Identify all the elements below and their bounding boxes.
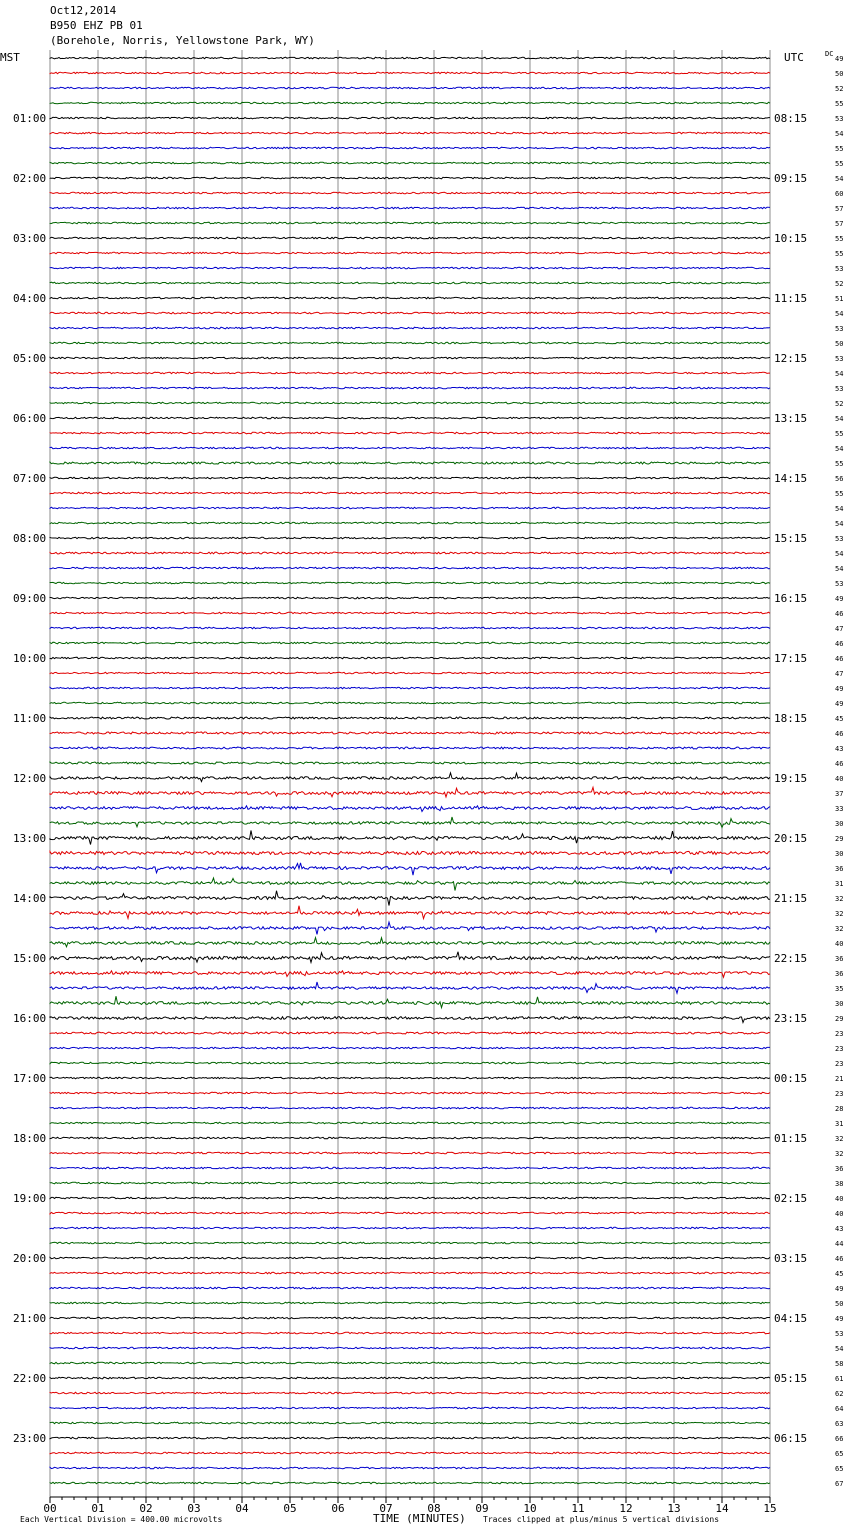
trace-94 [50, 1467, 770, 1469]
dc-offset: 40 [835, 1195, 844, 1203]
trace-92 [50, 1437, 770, 1439]
trace-13 [50, 252, 770, 254]
dc-offset: 23 [835, 1030, 844, 1038]
trace-9 [50, 192, 770, 194]
trace-93 [50, 1452, 770, 1454]
dc-offset: 55 [835, 160, 844, 168]
trace-39 [50, 642, 770, 644]
dc-offset: 40 [835, 775, 844, 783]
dc-offset: 50 [835, 70, 844, 78]
trace-12 [50, 237, 770, 239]
trace-90 [50, 1407, 770, 1409]
x-tick-label: 01 [91, 1502, 105, 1515]
trace-40 [50, 657, 770, 659]
dc-offset: 53 [835, 580, 844, 588]
dc-offset: 52 [835, 400, 844, 408]
utc-hour-label: 09:15 [774, 172, 808, 185]
trace-64 [50, 1017, 770, 1023]
dc-offset: 49 [835, 1285, 844, 1293]
dc-offset: 49 [835, 685, 844, 693]
mst-hour-label: 08:00 [13, 532, 47, 545]
trace-63 [50, 996, 770, 1007]
mst-hour-label: 18:00 [13, 1132, 47, 1145]
mst-hour-label: 22:00 [13, 1372, 47, 1385]
clip-note: Traces clipped at plus/minus 5 vertical divisions [483, 1515, 720, 1524]
x-tick-label: 10 [523, 1502, 537, 1515]
trace-23 [50, 402, 770, 404]
trace-3 [50, 102, 770, 104]
dc-offset: 55 [835, 145, 844, 153]
trace-42 [50, 687, 770, 689]
dc-offset: 60 [835, 190, 844, 198]
dc-offset: 61 [835, 1375, 844, 1383]
dc-offset: 53 [835, 385, 844, 393]
dc-offset: 62 [835, 1390, 844, 1398]
utc-hour-label: 02:15 [774, 1192, 808, 1205]
x-tick-label: 11 [571, 1502, 585, 1515]
dc-offset: 29 [835, 1015, 844, 1023]
trace-91 [50, 1422, 770, 1424]
trace-73 [50, 1152, 770, 1154]
trace-22 [50, 387, 770, 389]
dc-offset: 45 [835, 715, 844, 723]
dc-offset: 51 [835, 295, 844, 303]
trace-34 [50, 567, 770, 569]
mst-hour-label: 21:00 [13, 1312, 47, 1325]
x-tick-label: 08 [427, 1502, 441, 1515]
trace-70 [50, 1107, 770, 1109]
trace-72 [50, 1137, 770, 1139]
trace-0 [50, 57, 770, 59]
mst-hour-label: 04:00 [13, 292, 47, 305]
trace-16 [50, 297, 770, 299]
dc-offset: 56 [835, 475, 844, 483]
dc-offset: 32 [835, 925, 844, 933]
utc-hour-label: 01:15 [774, 1132, 808, 1145]
mst-hour-label: 16:00 [13, 1012, 47, 1025]
dc-offset: 49 [835, 55, 844, 63]
x-tick-label: 02 [139, 1502, 153, 1515]
dc-offset-labels [835, 55, 843, 1488]
dc-offset: 32 [835, 910, 844, 918]
trace-8 [50, 177, 770, 179]
dc-offset: 55 [835, 235, 844, 243]
dc-offset: 45 [835, 1270, 844, 1278]
dc-offset: 55 [835, 460, 844, 468]
dc-offset: 55 [835, 490, 844, 498]
trace-54 [50, 863, 770, 875]
trace-85 [50, 1332, 770, 1334]
dc-offset: 32 [835, 1150, 844, 1158]
trace-82 [50, 1287, 770, 1289]
dc-offset: 40 [835, 940, 844, 948]
mst-hour-label: 20:00 [13, 1252, 47, 1265]
trace-66 [50, 1047, 770, 1049]
mst-hour-label: 23:00 [13, 1432, 47, 1445]
dc-offset: 54 [835, 505, 844, 513]
mst-hour-label: 17:00 [13, 1072, 47, 1085]
dc-offset: 52 [835, 280, 844, 288]
dc-offset: 36 [835, 1165, 844, 1173]
x-tick-label: 04 [235, 1502, 249, 1515]
dc-offset: 36 [835, 955, 844, 963]
dc-offset: 43 [835, 745, 844, 753]
mst-label: MST [0, 51, 20, 64]
dc-offset: 49 [835, 1315, 844, 1323]
x-tick-label: 14 [715, 1502, 729, 1515]
trace-55 [50, 878, 770, 891]
trace-33 [50, 552, 770, 554]
utc-hour-label: 21:15 [774, 892, 808, 905]
trace-7 [50, 162, 770, 164]
utc-hour-label: 20:15 [774, 832, 808, 845]
trace-69 [50, 1092, 770, 1094]
scale-note: Each Vertical Division = 400.00 microvolts [20, 1515, 223, 1524]
trace-26 [50, 447, 770, 449]
trace-62 [50, 982, 770, 993]
dc-offset: 54 [835, 175, 844, 183]
trace-76 [50, 1197, 770, 1199]
dc-offset: 49 [835, 700, 844, 708]
trace-52 [50, 830, 770, 844]
dc-offset: 53 [835, 1330, 844, 1338]
dc-offset: 54 [835, 445, 844, 453]
mst-hour-label: 07:00 [13, 472, 47, 485]
mst-hour-label: 15:00 [13, 952, 47, 965]
x-tick-label: 07 [379, 1502, 393, 1515]
mst-hour-label: 06:00 [13, 412, 47, 425]
dc-offset: 31 [835, 1120, 844, 1128]
trace-51 [50, 817, 770, 828]
dc-offset: 47 [835, 670, 844, 678]
trace-25 [50, 432, 770, 434]
header-date: Oct12,2014 [50, 4, 117, 17]
trace-53 [50, 851, 770, 854]
trace-44 [50, 717, 770, 719]
dc-offset: 64 [835, 1405, 844, 1413]
trace-17 [50, 312, 770, 314]
dc-offset: 21 [835, 1075, 844, 1083]
utc-hour-label: 08:15 [774, 112, 808, 125]
x-tick-label: 06 [331, 1502, 345, 1515]
dc-offset: 54 [835, 130, 844, 138]
dc-offset: 54 [835, 550, 844, 558]
x-axis-label: TIME (MINUTES) [373, 1512, 466, 1525]
trace-10 [50, 207, 770, 209]
dc-offset: 46 [835, 760, 844, 768]
x-tick-label: 05 [283, 1502, 297, 1515]
utc-hour-label: 03:15 [774, 1252, 808, 1265]
trace-46 [50, 747, 770, 749]
utc-hour-label: 16:15 [774, 592, 808, 605]
utc-hour-label: 04:15 [774, 1312, 808, 1325]
dc-offset: 53 [835, 325, 844, 333]
mst-hour-label: 11:00 [13, 712, 47, 725]
utc-hour-label: 14:15 [774, 472, 808, 485]
trace-68 [50, 1077, 770, 1079]
dc-offset: 46 [835, 610, 844, 618]
dc-offset: 67 [835, 1480, 844, 1488]
utc-hour-label: 00:15 [774, 1072, 808, 1085]
utc-hour-label: 22:15 [774, 952, 808, 965]
dc-offset: 23 [835, 1060, 844, 1068]
mst-hour-label: 12:00 [13, 772, 47, 785]
trace-95 [50, 1482, 770, 1484]
dc-offset: 30 [835, 1000, 844, 1008]
trace-31 [50, 522, 770, 524]
trace-38 [50, 627, 770, 629]
dc-offset: 54 [835, 310, 844, 318]
trace-77 [50, 1212, 770, 1214]
utc-hour-label: 06:15 [774, 1432, 808, 1445]
trace-56 [50, 891, 770, 906]
trace-60 [50, 952, 770, 963]
trace-84 [50, 1317, 770, 1319]
dc-offset: 53 [835, 265, 844, 273]
trace-1 [50, 72, 770, 74]
mst-hour-label: 05:00 [13, 352, 47, 365]
dc-offset: 37 [835, 790, 844, 798]
utc-hour-label: 15:15 [774, 532, 808, 545]
utc-hour-label: 23:15 [774, 1012, 808, 1025]
utc-hour-label: 11:15 [774, 292, 808, 305]
trace-43 [50, 702, 770, 704]
trace-20 [50, 357, 770, 359]
dc-offset: 55 [835, 100, 844, 108]
trace-37 [50, 612, 770, 614]
dc-offset: 28 [835, 1105, 844, 1113]
mst-hour-label: 10:00 [13, 652, 47, 665]
trace-78 [50, 1227, 770, 1229]
dc-offset: 36 [835, 865, 844, 873]
utc-hour-label: 10:15 [774, 232, 808, 245]
dc-offset: 47 [835, 625, 844, 633]
dc-offset: 54 [835, 415, 844, 423]
x-tick-label: 13 [667, 1502, 681, 1515]
trace-6 [50, 147, 770, 149]
dc-offset: 54 [835, 565, 844, 573]
dc-offset: 65 [835, 1450, 844, 1458]
trace-15 [50, 282, 770, 284]
x-tick-label: 00 [43, 1502, 57, 1515]
header-location: (Borehole, Norris, Yellowstone Park, WY) [50, 34, 315, 47]
dc-offset: 38 [835, 1180, 844, 1188]
dc-offset: 58 [835, 1360, 844, 1368]
dc-offset: 46 [835, 730, 844, 738]
dc-offset: 65 [835, 1465, 844, 1473]
trace-36 [50, 597, 770, 599]
mst-hour-label: 03:00 [13, 232, 47, 245]
dc-offset: 36 [835, 970, 844, 978]
trace-88 [50, 1377, 770, 1379]
dc-offset: 33 [835, 805, 844, 813]
dc-offset: 44 [835, 1240, 844, 1248]
utc-hour-label: 19:15 [774, 772, 808, 785]
utc-hour-label: 05:15 [774, 1372, 808, 1385]
trace-83 [50, 1302, 770, 1304]
utc-hour-labels [774, 112, 807, 1445]
trace-14 [50, 267, 770, 269]
trace-74 [50, 1167, 770, 1169]
trace-2 [50, 87, 770, 89]
dc-offset: 29 [835, 835, 844, 843]
trace-58 [50, 922, 770, 934]
dc-offset: 57 [835, 205, 844, 213]
dc-offset: 46 [835, 640, 844, 648]
x-tick-label: 03 [187, 1502, 201, 1515]
trace-47 [50, 762, 770, 764]
dc-offset: 23 [835, 1090, 844, 1098]
trace-29 [50, 492, 770, 494]
dc-offset: 46 [835, 655, 844, 663]
trace-41 [50, 672, 770, 674]
dc-offset: 46 [835, 1255, 844, 1263]
dc-offset: 43 [835, 1225, 844, 1233]
x-tick-label: 12 [619, 1502, 633, 1515]
dc-offset: 63 [835, 1420, 844, 1428]
utc-label: UTC [784, 51, 804, 64]
trace-65 [50, 1032, 770, 1034]
dc-offset: 53 [835, 115, 844, 123]
trace-30 [50, 507, 770, 509]
trace-32 [50, 537, 770, 539]
trace-71 [50, 1122, 770, 1124]
dc-offset: 50 [835, 340, 844, 348]
mst-hour-label: 19:00 [13, 1192, 47, 1205]
trace-27 [50, 462, 770, 464]
dc-offset: 54 [835, 370, 844, 378]
trace-87 [50, 1362, 770, 1364]
mst-hour-labels [13, 112, 46, 1445]
trace-18 [50, 327, 770, 329]
utc-hour-label: 13:15 [774, 412, 808, 425]
dc-offset: 32 [835, 895, 844, 903]
trace-21 [50, 372, 770, 374]
dc-offset: 53 [835, 355, 844, 363]
trace-57 [50, 906, 770, 919]
x-tick-label: 09 [475, 1502, 489, 1515]
mst-hour-label: 13:00 [13, 832, 47, 845]
mst-hour-label: 02:00 [13, 172, 47, 185]
trace-49 [50, 787, 770, 797]
dc-offset: 53 [835, 535, 844, 543]
mst-hour-label: 14:00 [13, 892, 47, 905]
utc-hour-label: 18:15 [774, 712, 808, 725]
dc-label: DC [825, 50, 834, 58]
dc-offset: 40 [835, 1210, 844, 1218]
dc-offset: 30 [835, 820, 844, 828]
dc-offset: 54 [835, 1345, 844, 1353]
mst-hour-label: 01:00 [13, 112, 47, 125]
trace-75 [50, 1182, 770, 1184]
dc-offset: 50 [835, 1300, 844, 1308]
dc-offset: 23 [835, 1045, 844, 1053]
dc-offset: 30 [835, 850, 844, 858]
trace-35 [50, 582, 770, 584]
utc-hour-label: 12:15 [774, 352, 808, 365]
trace-28 [50, 477, 770, 479]
dc-offset: 54 [835, 520, 844, 528]
mst-hour-label: 09:00 [13, 592, 47, 605]
dc-offset: 66 [835, 1435, 844, 1443]
dc-offset: 55 [835, 250, 844, 258]
trace-80 [50, 1257, 770, 1259]
trace-81 [50, 1272, 770, 1274]
trace-59 [50, 938, 770, 947]
x-tick-label: 15 [763, 1502, 777, 1515]
trace-89 [50, 1392, 770, 1394]
trace-19 [50, 342, 770, 344]
seismic-traces [50, 57, 770, 1484]
trace-48 [50, 773, 770, 782]
trace-24 [50, 417, 770, 419]
trace-50 [50, 806, 770, 812]
dc-offset: 55 [835, 430, 844, 438]
utc-hour-label: 17:15 [774, 652, 808, 665]
trace-4 [50, 117, 770, 119]
dc-offset: 49 [835, 595, 844, 603]
header-station: B950 EHZ PB 01 [50, 19, 143, 32]
dc-offset: 32 [835, 1135, 844, 1143]
trace-11 [50, 222, 770, 224]
trace-86 [50, 1347, 770, 1349]
trace-5 [50, 132, 770, 134]
dc-offset: 35 [835, 985, 844, 993]
dc-offset: 57 [835, 220, 844, 228]
trace-67 [50, 1062, 770, 1064]
trace-79 [50, 1242, 770, 1244]
dc-offset: 52 [835, 85, 844, 93]
trace-45 [50, 732, 770, 734]
trace-61 [50, 971, 770, 977]
dc-offset: 31 [835, 880, 844, 888]
